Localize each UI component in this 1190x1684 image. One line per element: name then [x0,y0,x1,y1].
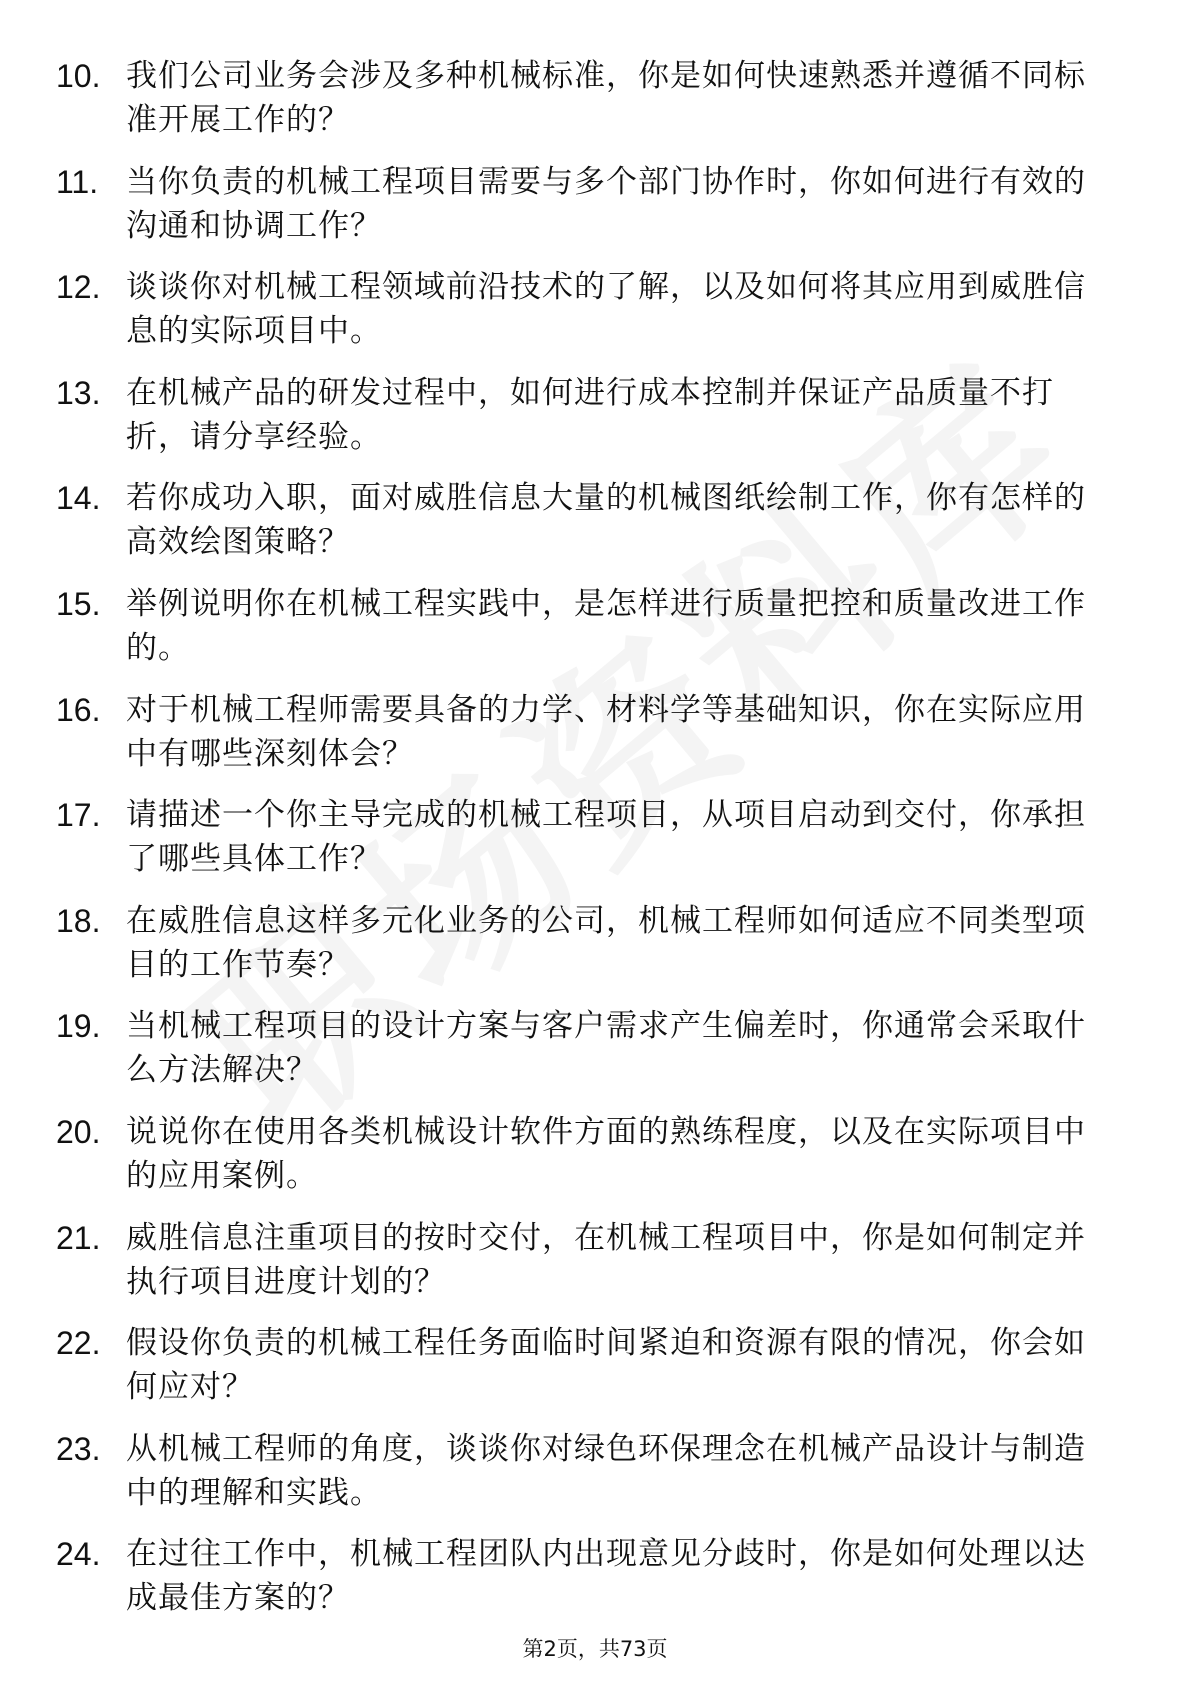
question-text: 谈谈你对机械工程领域前沿技术的了解，以及如何将其应用到威胜信息的实际项目中。 [126,269,1086,350]
question-number: 19. [56,1008,101,1045]
question-item [56,1110,1116,1198]
question-item [56,265,1116,353]
question-item [56,793,1116,881]
question-number: 18. [56,902,101,939]
question-item [56,371,1116,459]
question-number: 23. [56,1430,101,1467]
question-text: 当你负责的机械工程项目需要与多个部门协作时，你如何进行有效的沟通和协调工作？ [126,163,1086,244]
question-item [56,1004,1116,1092]
question-item [56,688,1116,776]
question-list [56,54,1116,1638]
question-number: 21. [56,1219,101,1256]
question-text: 说说你在使用各类机械设计软件方面的熟练程度，以及在实际项目中的应用案例。 [126,1113,1086,1194]
question-number: 15. [56,585,101,622]
question-text: 威胜信息注重项目的按时交付，在机械工程项目中，你是如何制定并执行项目进度计划的？ [126,1219,1086,1300]
question-item [56,160,1116,248]
question-text: 请描述一个你主导完成的机械工程项目，从项目启动到交付，你承担了哪些具体工作？ [126,797,1086,878]
question-text: 我们公司业务会涉及多种机械标准，你是如何快速熟悉并遵循不同标准开展工作的？ [126,58,1086,138]
question-text: 若你成功入职，面对威胜信息大量的机械图纸绘制工作，你有怎样的高效绘图策略？ [126,480,1086,561]
question-number: 12. [56,269,101,306]
question-number: 16. [56,691,101,728]
question-item [56,54,1116,142]
question-item [56,1216,1116,1304]
question-number: 17. [56,797,101,834]
question-number: 22. [56,1325,101,1362]
question-number: 11. [56,163,99,200]
question-text: 举例说明你在机械工程实践中，是怎样进行质量把控和质量改进工作的。 [126,585,1086,666]
question-number: 20. [56,1113,101,1150]
page-footer: 第2页，共73页 [522,1637,668,1661]
question-item [56,582,1116,670]
question-text: 在机械产品的研发过程中，如何进行成本控制并保证产品质量不打折，请分享经验。 [126,374,1054,455]
question-text: 从机械工程师的角度，谈谈你对绿色环保理念在机械产品设计与制造中的理解和实践。 [126,1430,1086,1511]
question-text: 在威胜信息这样多元化业务的公司，机械工程师如何适应不同类型项目的工作节奏？ [126,902,1086,983]
question-text: 假设你负责的机械工程任务面临时间紧迫和资源有限的情况，你会如何应对？ [126,1325,1086,1406]
question-item [56,899,1116,987]
question-number: 13. [56,374,101,411]
question-number: 10. [56,58,101,94]
question-text: 在过往工作中，机械工程团队内出现意见分歧时，你是如何处理以达成最佳方案的？ [126,1536,1086,1617]
question-text: 对于机械工程师需要具备的力学、材料学等基础知识，你在实际应用中有哪些深刻体会？ [126,691,1086,772]
question-number: 14. [56,480,101,517]
question-text: 当机械工程项目的设计方案与客户需求产生偏差时，你通常会采取什么方法解决？ [126,1008,1086,1089]
question-item [56,1321,1116,1409]
question-item [56,1427,1116,1515]
question-item [56,476,1116,564]
question-item [56,1532,1116,1620]
question-number: 24. [56,1536,101,1573]
